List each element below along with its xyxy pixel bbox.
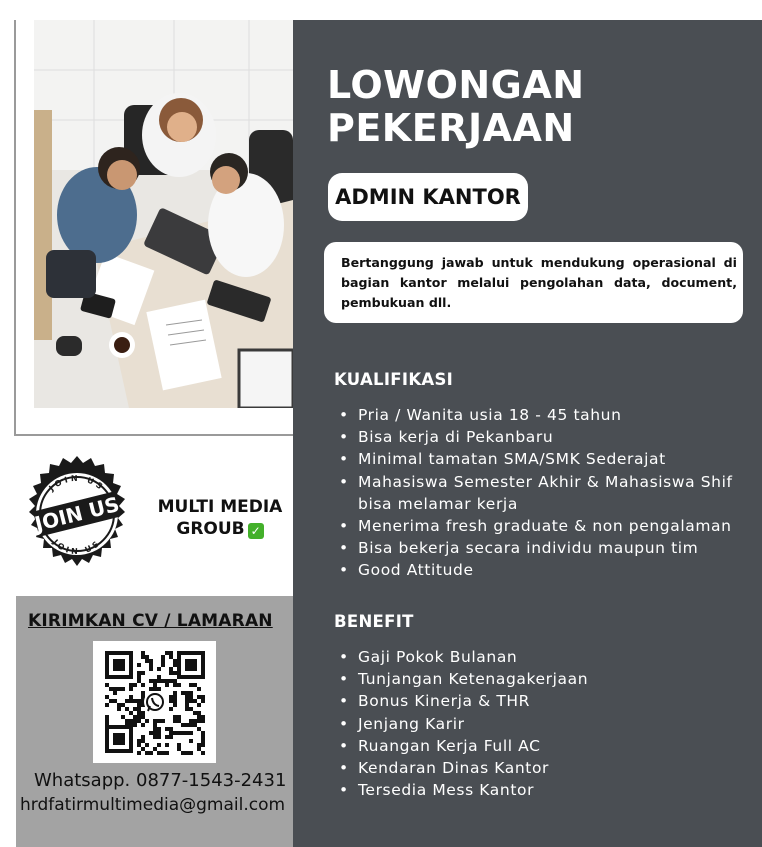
badge-ring-bottom-text: JOIN US bbox=[51, 537, 103, 557]
list-item: • Bisa bekerja secara individu maupun tim bbox=[337, 537, 745, 559]
email-address: hrdfatirmultimedia@gmail.com bbox=[20, 795, 286, 815]
page-title bbox=[327, 64, 585, 150]
company-name bbox=[150, 496, 290, 540]
whatsapp-number: Whatsapp. 0877-1543-2431 bbox=[34, 770, 287, 791]
list-item: • Bisa kerja di Pekanbaru bbox=[337, 426, 745, 448]
list-item: • Tersedia Mess Kantor bbox=[337, 779, 737, 801]
qr-code-icon[interactable] bbox=[93, 641, 216, 763]
whatsapp-icon bbox=[144, 691, 166, 713]
list-item: • Mahasiswa Semester Akhir & Mahasiswa Shif bisa melamar kerja bbox=[337, 471, 745, 515]
company-line-2-text: GROUB bbox=[176, 519, 245, 539]
join-us-badge bbox=[17, 456, 137, 576]
list-item: • Jenjang Karir bbox=[337, 713, 737, 735]
badge-main-text: JOIN US bbox=[32, 491, 122, 537]
office-team-photo bbox=[34, 20, 293, 408]
list-item: • Gaji Pokok Bulanan bbox=[337, 646, 737, 668]
title-line-2: PEKERJAAN bbox=[327, 106, 575, 150]
list-item: • Pria / Wanita usia 18 - 45 tahun bbox=[337, 404, 745, 426]
check-mark-icon: ✓ bbox=[248, 523, 264, 539]
list-item: • Kendaran Dinas Kantor bbox=[337, 757, 737, 779]
company-line-2 bbox=[150, 518, 290, 540]
benefits-list bbox=[337, 646, 737, 801]
badge-ring-top-text: JOIN US bbox=[47, 473, 107, 493]
list-item: • Ruangan Kerja Full AC bbox=[337, 735, 737, 757]
title-line-1: LOWONGAN bbox=[327, 63, 585, 107]
job-description: Bertanggung jawab untuk mendukung operasional di bagian kantor melalui pengolahan data, document, pembukuan dll. bbox=[324, 242, 743, 323]
qualifications-list bbox=[337, 404, 745, 582]
list-item: • Menerima fresh graduate & non pengalaman bbox=[337, 515, 745, 537]
job-position-label: ADMIN KANTOR bbox=[328, 173, 528, 221]
benefits-title: BENEFIT bbox=[334, 612, 414, 631]
list-item: • Tunjangan Ketenagakerjaan bbox=[337, 668, 737, 690]
company-line-1: MULTI MEDIA bbox=[157, 497, 283, 517]
send-cv-title: KIRIMKAN CV / LAMARAN bbox=[28, 611, 273, 631]
list-item: • Good Attitude bbox=[337, 559, 745, 581]
list-item: • Minimal tamatan SMA/SMK Sederajat bbox=[337, 448, 745, 470]
list-item: • Bonus Kinerja & THR bbox=[337, 690, 737, 712]
qualifications-title: KUALIFIKASI bbox=[334, 370, 454, 389]
